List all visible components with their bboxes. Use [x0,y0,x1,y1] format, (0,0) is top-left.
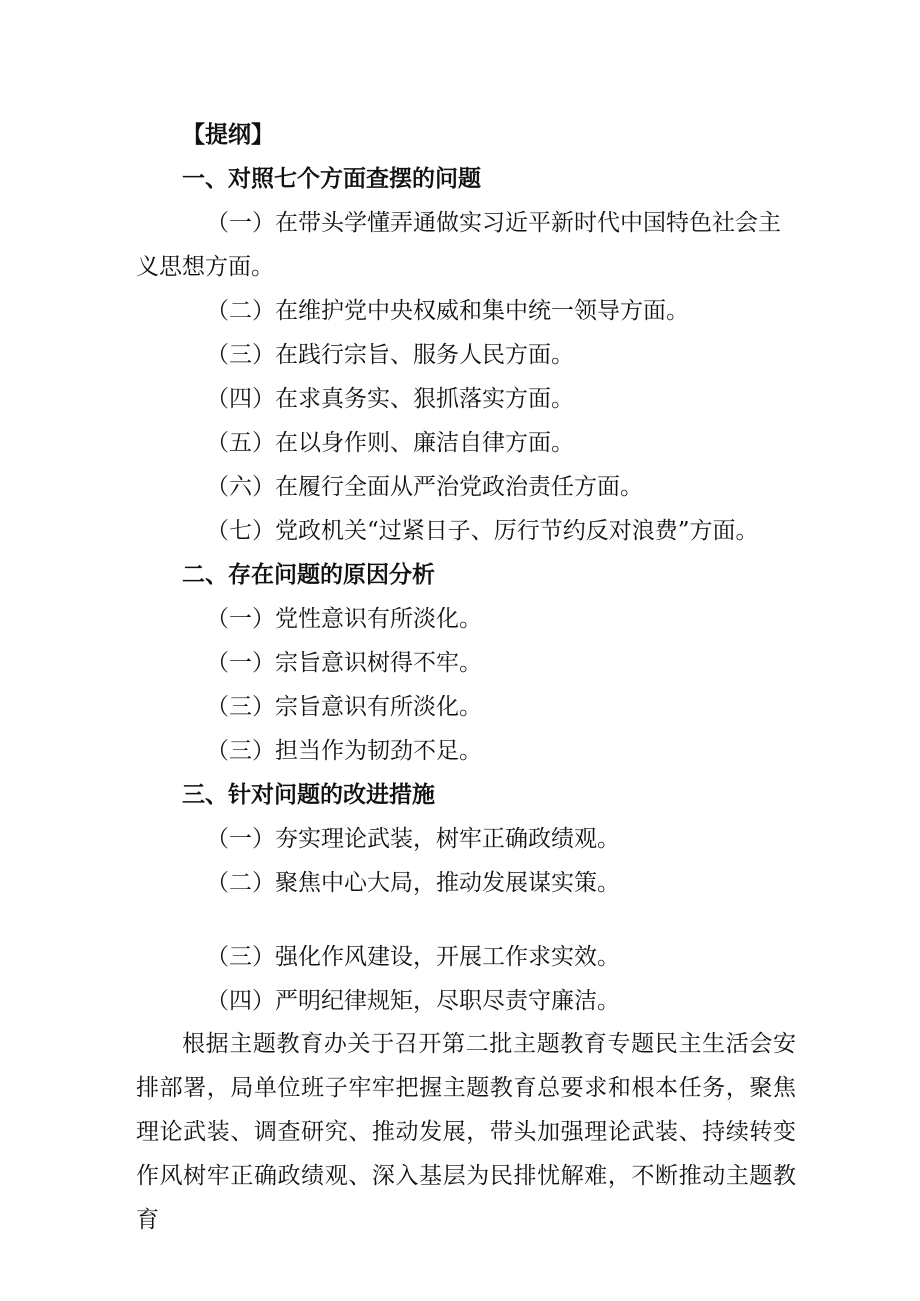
section-1-item-7: （七）党政机关“过紧日子、厉行节约反对浪费”方面。 [206,518,759,544]
section-2-item-4: （三）担当作为韧劲不足。 [206,738,482,764]
section-2-item-3: （三）宗旨意识有所淡化。 [206,694,482,720]
section-1-item-6: （六）在履行全面从严治党政治责任方面。 [206,474,643,500]
section-1-item-2: （二）在维护党中央权威和集中统一领导方面。 [206,298,689,324]
section-3-item-3: （三）强化作风建设，开展工作求实效。 [206,944,620,970]
section-2-item-1: （一）党性意识有所淡化。 [206,606,482,632]
section-3-item-4: （四）严明纪律规矩，尽职尽责守廉洁。 [206,988,620,1014]
section-3-item-1: （一）夯实理论武装，树牢正确政绩观。 [206,826,620,852]
section-1-item-3: （三）在践行宗旨、服务人民方面。 [206,342,574,368]
outline-title: 【提纲】 [182,121,274,148]
section-1-item-1-line-1: （一）在带头学懂弄通做实习近平新时代中国特色社会主 [206,210,781,236]
section-1-item-5: （五）在以身作则、廉洁自律方面。 [206,430,574,456]
body-paragraph: 根据主题教育办关于召开第二批主题教育专题民主生活会安排部署，局单位班子牢牢把握主题教育总要求和根本任务，聚焦理论武装、调查研究、推动发展，带头加强理论武装、持续转变作风树牢正确政绩观、深入基层为民排忧解难，不断推动主题教育 [136,1031,796,1233]
section-3-heading: 三、针对问题的改进措施 [182,781,435,808]
section-1-heading: 一、对照七个方面查摆的问题 [182,165,481,192]
section-2-heading: 二、存在问题的原因分析 [182,561,435,588]
section-2-item-2: （一）宗旨意识树得不牢。 [206,650,482,676]
section-3-item-2: （二）聚焦中心大局，推动发展谋实策。 [206,870,620,896]
section-1-item-4: （四）在求真务实、狠抓落实方面。 [206,386,574,412]
section-1-item-1-line-2: 义思想方面。 [136,254,274,280]
